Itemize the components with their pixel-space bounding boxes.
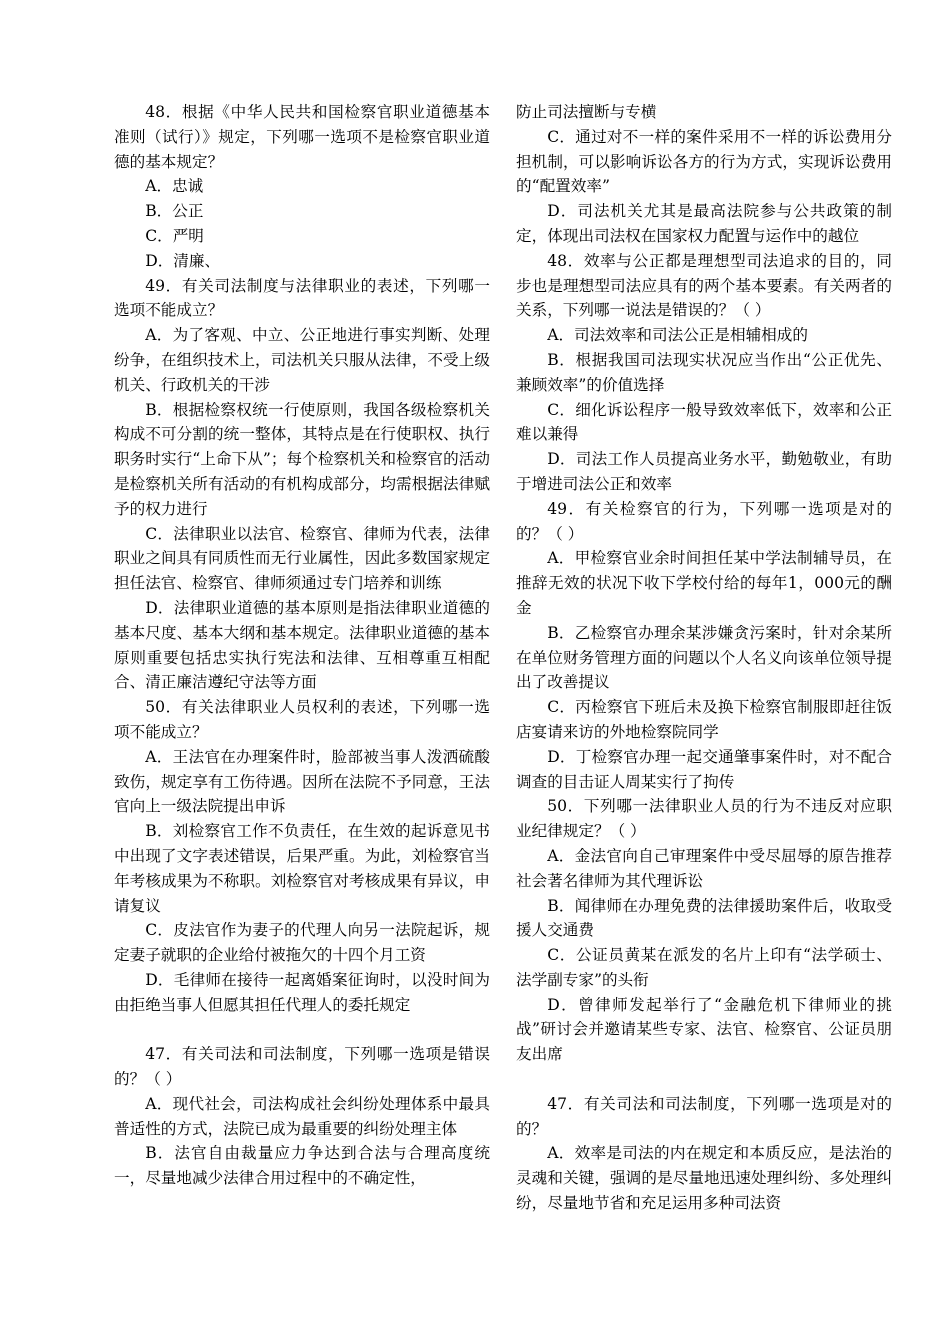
option-c: C．法律职业以法官、检察官、律师为代表，法律职业之间具有同质性而无行业属性，因此多数国家规定担任法官、检察官、律师须通过专门培养和训练 <box>114 524 490 593</box>
option-c: C．细化诉讼程序一般导致效率低下，效率和公正难以兼得 <box>516 400 892 444</box>
option-d: D．曾律师发起举行了“金融危机下律师业的挑战”研讨会并邀请某些专家、法官、检察官、公证员朋友出席 <box>516 995 892 1064</box>
option-a: A．王法官在办理案件时，脸部被当事人泼洒硫酸致伤，规定享有工伤待遇。因所在法院不予同意，王法官向上一级法院提出申诉 <box>114 747 490 816</box>
option-a: A．为了客观、中立、公正地进行事实判断、处理纷争，在组织技术上，司法机关只服从法律，不受上级机关、行政机关的干涉 <box>114 326 490 394</box>
option-b: B．法官自由裁量应力争达到合法与合理高度统一，尽量地减少法律合用过程中的不确定性， <box>114 1144 490 1188</box>
question-47-stem: 47．有关司法和司法制度，下列哪一选项是错误的？（ ） <box>114 1045 490 1089</box>
option-c: C．公证员黄某在派发的名片上印有“法学硕士、法学副专家”的头衔 <box>516 946 892 989</box>
option-c: C．皮法官作为妻子的代理人向另一法院起诉，规定妻子就职的企业给付被拖欠的十四个月工资 <box>114 921 490 965</box>
option-d: D．司法机关尤其是最高法院参与公共政策的制定，体现出司法权在国家权力配置与运作中的越位 <box>516 202 892 245</box>
question-50-stem: 50．有关法律职业人员权利的表述，下列哪一选项不能成立？ <box>114 698 490 741</box>
option-b: B．根据我国司法现实状况应当作出“公正优先、兼顾效率”的价值选择 <box>516 350 892 394</box>
question-48-stem: 48．效率与公正都是理想型司法追求的目的，同步也是理想型司法应具有的两个基本要素。有关两者的关系，下列哪一说法是错误的？（ ） <box>516 251 892 320</box>
continued-text: 防止司法擅断与专横 <box>516 103 657 121</box>
question-47-stem: 47．有关司法和司法制度，下列哪一选项是对的的？ <box>516 1094 892 1138</box>
option-a: A．效率是司法的内在规定和本质反应，是法治的灵魂和关键，强调的是尽量地迅速处理纠纷、多处理纠纷，尽量地节省和充足运用多种司法资 <box>516 1144 892 1213</box>
option-d: D．司法工作人员提高业务水平，勤勉敬业，有助于增进司法公正和效率 <box>516 450 892 493</box>
question-49-stem: 49．有关司法制度与法律职业的表述，下列哪一选项不能成立？ <box>114 276 490 320</box>
question-48-stem: 48．根据《中华人民共和国检察官职业道德基本准则（试行）》规定，下列哪一选项不是检察官职业道德的基本规定？ <box>114 103 490 171</box>
right-column <box>516 100 892 1216</box>
left-column <box>114 100 490 1191</box>
option-d: D．毛律师在接待一起离婚案征询时，以没时间为由拒绝当事人但愿其担任代理人的委托规定 <box>114 970 490 1014</box>
option-c: C．通过对不一样的案件采用不一样的诉讼费用分担机制，可以影响诉讼各方的行为方式，实现诉讼费用的“配置效率” <box>516 127 892 196</box>
question-49-stem: 49．有关检察官的行为，下列哪一选项是对的的？（ ） <box>516 499 892 543</box>
section-gap <box>114 1017 490 1042</box>
option-a: A．司法效率和司法公正是相辅相成的 <box>547 326 808 345</box>
option-b: B．根据检察权统一行使原则，我国各级检察机关构成不可分割的统一整体，其特点是在行使职权、执行职务时实行“上命下从”；每个检察机关和检察官的活动是检察机关所有活动的有机构成部分，均需根据法律赋予的权力进行 <box>114 400 490 518</box>
option-a: A．甲检察官业余时间担任某中学法制辅导员，在推辞无效的状况下收下学校付给的每年1，000元的酬金 <box>516 549 892 617</box>
option-b: B．闻律师在办理免费的法律援助案件后，收取受援人交通费 <box>516 896 892 940</box>
option-a: A．金法官向自己审理案件中受尽屈辱的原告推荐社会著名律师为其代理诉讼 <box>516 846 892 890</box>
option-c: C．丙检察官下班后未及换下检察官制服即赶往饭店宴请来访的外地检察院同学 <box>516 698 892 741</box>
option-d: D．法律职业道德的基本原则是指法律职业道德的基本尺度、基本大纲和基本规定。法律职业道德的基本原则重要包括忠实执行宪法和法律、互相尊重互相配合、清正廉洁遵纪守法等方面 <box>114 598 490 692</box>
option-a: A．忠诚 <box>145 177 204 196</box>
option-d: D．丁检察官办理一起交通肇事案件时，对不配合调查的目击证人周某实行了拘传 <box>516 747 892 791</box>
option-a: A．现代社会，司法构成社会纠纷处理体系中最具普适性的方式，法院已成为最重要的纠纷处理主体 <box>114 1094 490 1138</box>
option-d: D．清廉、 <box>145 251 221 270</box>
option-b: B．公正 <box>145 202 204 221</box>
option-b: B．刘检察官工作不负责任，在生效的起诉意见书中出现了文字表述错误，后果严重。为此，刘检察官当年考核成果为不称职。刘检察官对考核成果有异议，申请复议 <box>114 822 490 915</box>
option-b: B．乙检察官办理余某涉嫌贪污案时，针对余某所在单位财务管理方面的问题以个人名义向该单位领导提出了改善提议 <box>516 623 892 692</box>
option-c: C．严明 <box>145 226 204 245</box>
question-50-stem: 50．下列哪一法律职业人员的行为不违反对应职业纪律规定？（ ） <box>516 797 892 841</box>
section-gap <box>516 1067 892 1092</box>
